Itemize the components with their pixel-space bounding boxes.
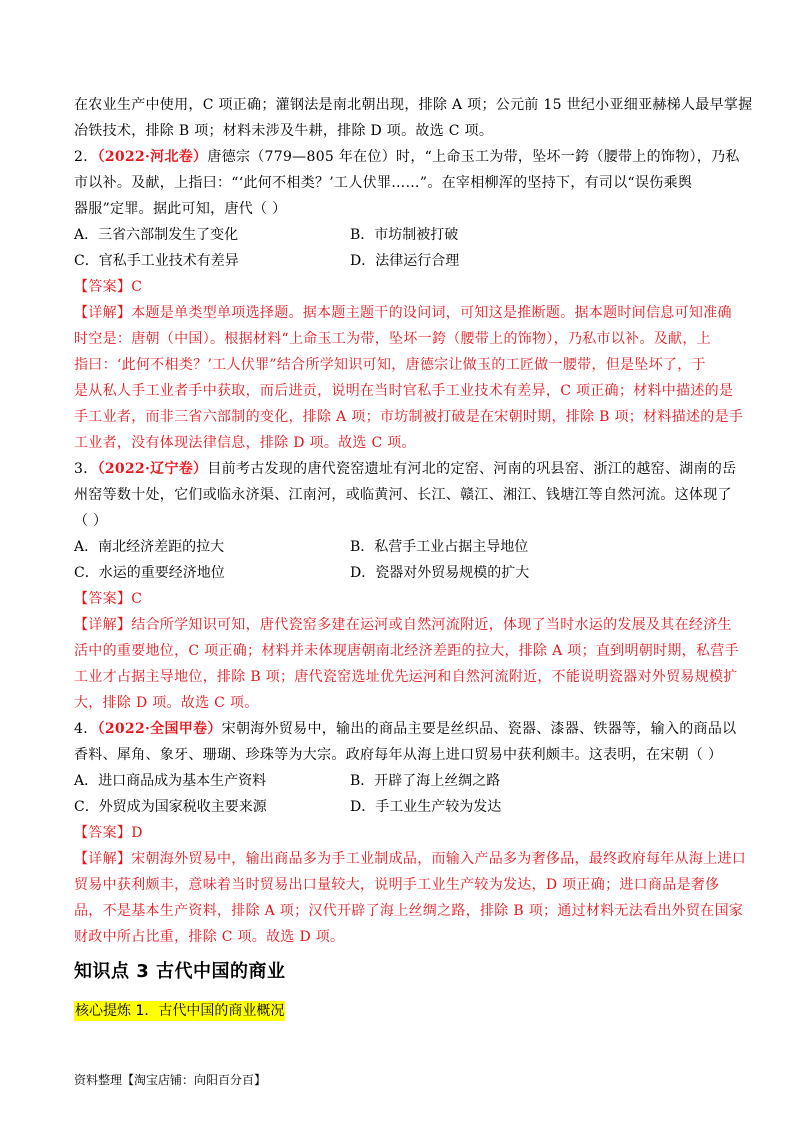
option-a: A．三省六部制发生了变化	[74, 227, 239, 243]
option-a: A．南北经济差距的拉大	[74, 539, 225, 555]
explanation-line: 【详解】结合所学知识可知，唐代瓷窑多建在运河或自然河流附近，体现了当时水运的发展及其在经济生	[74, 617, 732, 633]
explanation-line: 品，不是基本生产资料，排除 A 项；汉代开辟了海上丝绸之路，排除 B 项；通过材料无法看出外贸在国家	[74, 903, 744, 919]
explanation-line: 大，排除 D 项。故选 C 项。	[74, 695, 259, 711]
explanation-line: 【详解】宋朝海外贸易中，输出商品多为手工业制成品，而输入产品多为奢侈品，最终政府每年从海上进口	[74, 851, 747, 867]
option-b: B．开辟了海上丝绸之路	[350, 773, 501, 789]
explanation-line: 活中的重要地位，C 项正确；材料并未体现唐朝南北经济差距的拉大，排除 A 项；直到明朝时期，私营手	[74, 643, 739, 659]
option-d: D．手工业生产较为发达	[350, 799, 502, 815]
core-summary-highlight: 核心提炼 1．古代中国的商业概况	[75, 1003, 285, 1019]
option-d: D．法律运行合理	[350, 253, 460, 269]
option-a: A．进口商品成为基本生产资料	[74, 773, 267, 789]
question-stem: 目前考古发现的唐代瓷窑遗址有河北的定窑、河南的巩县窑、浙江的越窑、湖南的岳	[207, 461, 737, 477]
question-2-stem-line-2: 市以补。及献，上指曰：“‘此何不相类？’工人伏罪……”。在宰相柳浑的坚持下，有司以“误伤乘舆	[74, 175, 693, 191]
explanation-line: 贸易中获利颇丰，意味着当时贸易出口量较大，说明手工业生产较为发达，D 项正确；进口商品是奢侈	[74, 877, 720, 893]
explanation-line: 是从私人手工业者手中获取，而后进贡，说明在当时官私手工业技术有差异，C 项正确；材料中描述的是	[74, 383, 734, 399]
question-source: （2022·全国甲卷）	[97, 721, 222, 737]
question-source: （2022·辽宁卷）	[97, 461, 208, 477]
explanation-line: 财政中所占比重，排除 C 项。故选 D 项。	[74, 929, 345, 945]
explanation-line: 工业才占据主导地位，排除 B 项；唐代瓷窑选址优先运河和自然河流附近，不能说明瓷器对外贸易规模扩	[74, 669, 738, 685]
answer: 【答案】C	[74, 279, 143, 295]
option-c: C．外贸成为国家税收主要来源	[74, 799, 267, 815]
question-3-stem-line-2: 州窑等数十处，它们或临永济渠、江南河，或临黄河、长江、赣江、湘江、钱塘江等自然河流。这体现了	[74, 487, 732, 503]
explanation-line: 【详解】本题是单类型单项选择题。据本题主题干的设问词，可知这是推断题。据本题时间信息可知准确	[74, 305, 732, 321]
explanation-line: 时空是：唐朝（中国）。根据材料“上命玉工为带，坠坏一銙（腰带上的饰物），乃私市以补。及献，上	[74, 331, 711, 347]
option-c: C．水运的重要经济地位	[74, 565, 225, 581]
explanation-line: 手工业者，而非三省六部制的变化，排除 A 项；市坊制被打破是在宋朝时期，排除 B 项；材料描述的是手	[74, 409, 744, 425]
option-b: B．市坊制被打破	[350, 227, 459, 243]
question-2-stem-line-3: 器服”定罪。据此可知，唐代（ ）	[74, 201, 287, 217]
question-4-stem-line-2: 香料、犀角、象牙、珊瑚、珍珠等为大宗。政府每年从海上进口贸易中获利颇丰。这表明，在宋朝（ ）	[74, 747, 723, 763]
section-heading: 知识点 3 古代中国的商业	[74, 961, 286, 982]
question-stem: 唐德宗（779—805 年在位）时，“上命玉工为带，坠坏一銙（腰带上的饰物），乃私	[207, 149, 740, 165]
question-2-stem-line-1	[74, 146, 740, 168]
question-3-stem-line-3: （ ）	[74, 513, 108, 529]
intro-line-2: 冶铁技术，排除 B 项；材料未涉及牛耕，排除 D 项。故选 C 项。	[74, 123, 494, 139]
question-4-stem-line-1	[74, 718, 737, 740]
option-c: C．官私手工业技术有差异	[74, 253, 239, 269]
question-source: （2022·河北卷）	[97, 149, 208, 165]
answer: 【答案】C	[74, 591, 143, 607]
question-stem: 宋朝海外贸易中，输出的商品主要是丝织品、瓷器、漆器、铁器等，输入的商品以	[221, 721, 737, 737]
question-number: 4．	[74, 721, 98, 737]
explanation-line: 工业者，没有体现法律信息，排除 D 项。故选 C 项。	[74, 435, 416, 451]
option-d: D．瓷器对外贸易规模的扩大	[350, 565, 530, 581]
page-footer: 资料整理【淘宝店铺：向阳百分百】	[74, 1073, 267, 1087]
question-number: 2．	[74, 149, 98, 165]
answer: 【答案】D	[74, 825, 143, 841]
question-3-stem-line-1	[74, 458, 737, 480]
question-number: 3．	[74, 461, 98, 477]
explanation-line: 指曰：‘此何不相类？’工人伏罪”结合所学知识可知，唐德宗让做玉的工匠做一腰带，但是坠坏了，于	[74, 357, 706, 373]
intro-line-1: 在农业生产中使用，C 项正确；灌钢法是南北朝出现，排除 A 项；公元前 15 世纪小亚细亚赫梯人最早掌握	[74, 97, 753, 113]
option-b: B．私营手工业占据主导地位	[350, 539, 529, 555]
